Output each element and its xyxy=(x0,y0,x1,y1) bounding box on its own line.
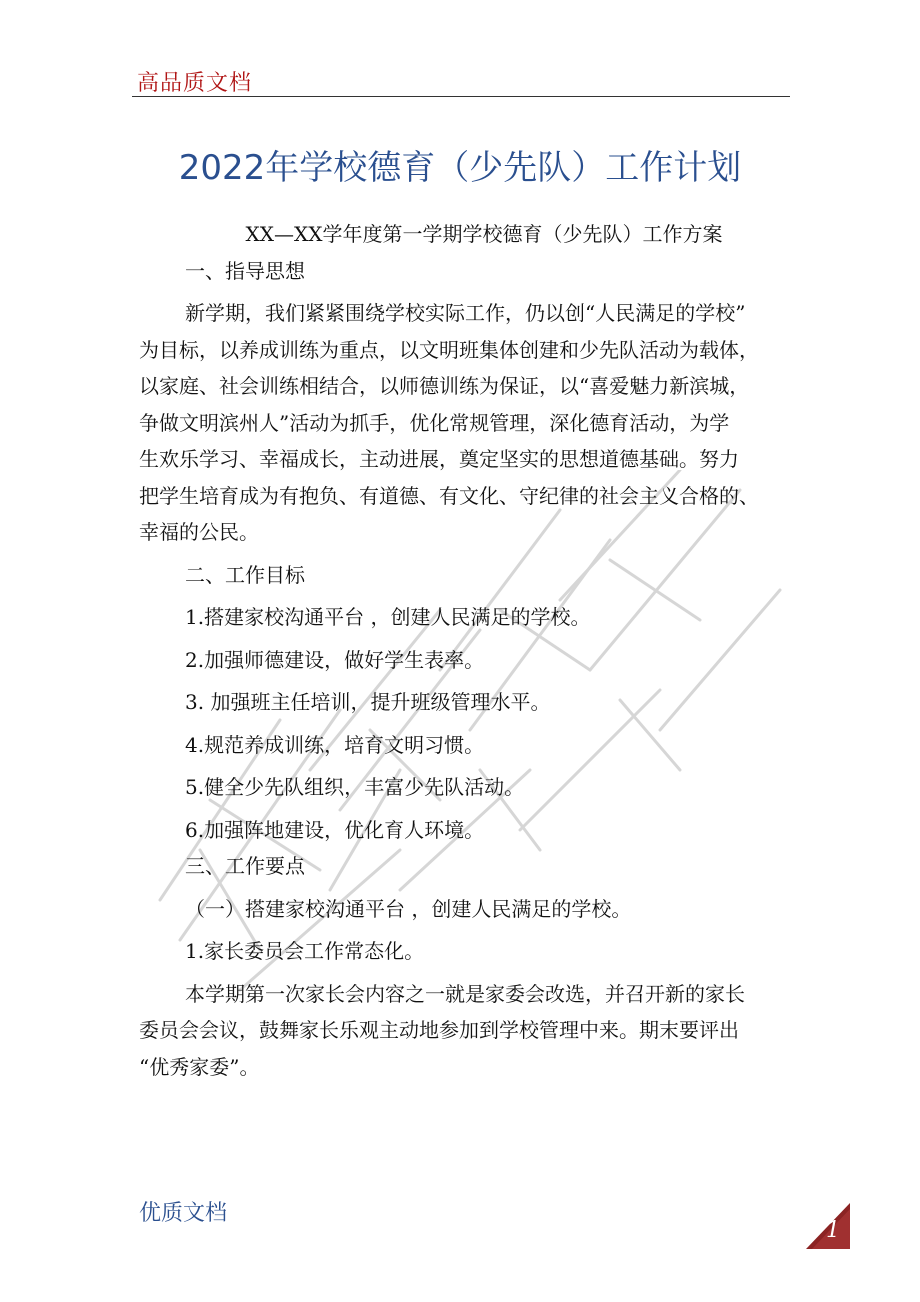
section-heading-1: 一、指导思想 xyxy=(185,258,305,283)
page-title: 2022年学校德育（少先队）工作计划 xyxy=(178,148,742,188)
list-item: 2.加强师德建设，做好学生表率。 xyxy=(185,647,485,672)
footer-label: 优质文档 xyxy=(139,1201,228,1226)
paragraph-line: 以家庭、社会训练相结合，以师德训练为保证，以“喜爱魅力新滨城， xyxy=(139,374,750,398)
paragraph-line: 为目标，以养成训练为重点，以文明班集体创建和少先队活动为载体， xyxy=(139,337,759,362)
list-item: 3. 加强班主任培训，提升班级管理水平。 xyxy=(185,690,551,714)
list-item: 1.家长委员会工作常态化。 xyxy=(185,939,425,963)
document-body xyxy=(139,216,789,1085)
paragraph-line: 委员会会议，鼓舞家长乐观主动地参加到学校管理中来。期末要评出 xyxy=(139,1018,739,1042)
subsection-heading: （一）搭建家校沟通平台 ，创建人民满足的学校。 xyxy=(185,896,632,921)
paragraph-line: 争做文明滨州人”活动为抓手，优化常规管理，深化德育活动，为学 xyxy=(139,410,730,435)
header-label: 高品质文档 xyxy=(137,71,253,96)
list-item: 6.加强阵地建设，优化育人环境。 xyxy=(185,817,485,842)
list-item: 1.搭建家校沟通平台 ，创建人民满足的学校。 xyxy=(185,605,591,629)
section-heading-3: 三、工作要点 xyxy=(185,854,305,878)
list-item: 4.规范养成训练，培育文明习惯。 xyxy=(185,732,485,757)
paragraph-line: “优秀家委”。 xyxy=(139,1054,260,1079)
paragraph-line: 幸福的公民。 xyxy=(139,520,259,544)
list-item: 5.健全少先队组织，丰富少先队活动。 xyxy=(185,775,525,799)
section-heading-2: 二、工作目标 xyxy=(185,562,305,587)
paragraph-line: 本学期第一次家长会内容之一就是家委会改选，并召开新的家长 xyxy=(185,981,745,1006)
page-number: 1 xyxy=(826,1218,840,1243)
header-divider xyxy=(132,96,790,97)
paragraph-line: 把学生培育成为有抱负、有道德、有文化、守纪律的社会主义合格的、 xyxy=(139,483,759,508)
paragraph-line: 新学期，我们紧紧围绕学校实际工作，仍以创“人民满足的学校” xyxy=(185,301,746,325)
paragraph-line: 生欢乐学习、幸福成长，主动进展，奠定坚实的思想道德基础。努力 xyxy=(139,447,739,471)
document-subtitle: XX—XX学年度第一学期学校德育（少先队）工作方案 xyxy=(245,222,723,246)
